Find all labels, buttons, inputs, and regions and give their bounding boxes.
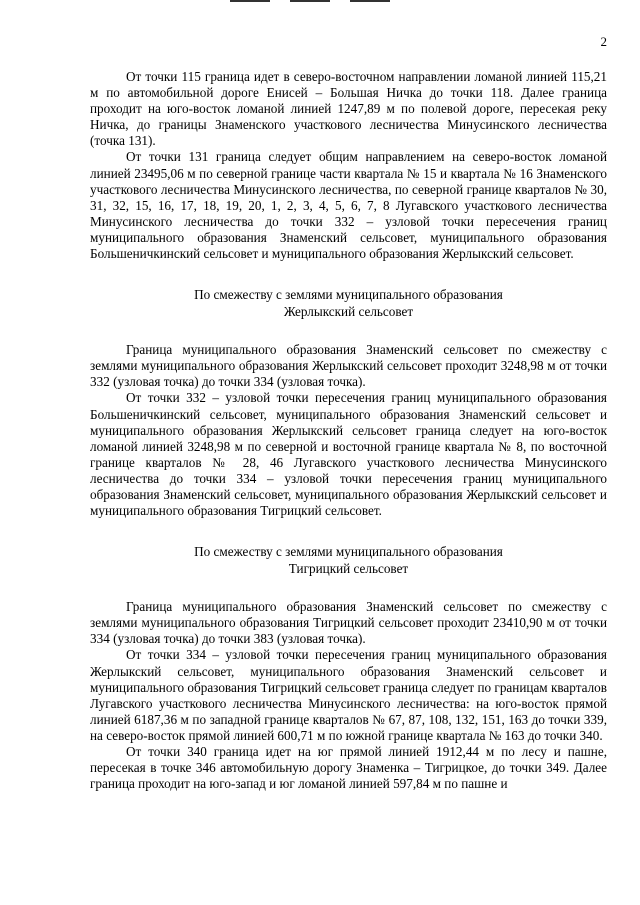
page-number: 2 <box>600 34 607 49</box>
section-heading <box>90 543 607 577</box>
paragraph: Граница муниципального образования Знаменский сельсовет по смежеству с землями муниципального образования Жерлыкский сельсовет проходит 3248,98 м от точки 332 (узловая точка) до точки 334 (узловая точка). <box>90 342 607 390</box>
section-heading-line: Жерлыкский сельсовет <box>283 304 414 320</box>
paragraph: От точки 332 – узловой точки пересечения границ муниципального образования Большеничкинский сельсовет, муниципального образования Знаменский сельсовет и муниципального образования Жерлыкский сельсовет граница следует на юго-восток ломаной линией 3248,98 м по северной и восточной границе квартала № 8, по восточной границе кварталов № 28, 46 Лугавского участкового лесничества Минусинского лесничества до точки 334 – узловой точки пересечения границ муниципального образования Знаменский сельсовет, муниципального образования Жерлыкский сельсовет и муниципального образования Тигрицкий сельсовет. <box>90 390 607 519</box>
paragraph: Граница муниципального образования Знаменский сельсовет по смежеству с землями муниципального образования Тигрицкий сельсовет проходит 23410,90 м от точки 334 (узловая точка) до точки 383 (узловая точка). <box>90 599 607 647</box>
paragraph: От точки 340 граница идет на юг прямой линией 1912,44 м по лесу и пашне, пересекая в точке 346 автомобильную дорогу Знаменка – Тигрицкое, до точки 349. Далее граница проходит на юго-запад и юг ломаной линией 597,84 м по пашне и <box>90 744 607 792</box>
document-body <box>90 69 607 792</box>
paragraph: От точки 115 граница идет в северо-восточном направлении ломаной линией 115,21 м по автомобильной дороге Енисей – Большая Ничка до точки 118. Далее граница проходит на юго-восток ломаной линией 1247,89 м по полевой дороге, пересекая реку Ничка, до границы Знаменского участкового лесничества Минусинского лесничества (точка 131). <box>90 69 607 149</box>
section-heading-line: Тигрицкий сельсовет <box>288 561 409 577</box>
top-rule <box>230 0 410 2</box>
section-heading <box>90 286 607 320</box>
paragraph: От точки 131 граница следует общим направлением на северо-восток ломаной линией 23495,06 м по северной границе части квартала № 15 и квартала № 16 Знаменского участкового лесничества Минусинского лесничества, по северной границе кварталов № 30, 31, 32, 15, 16, 17, 18, 19, 20, 1, 2, 3, 4, 5, 6, 7, 8 Лугавского участкового лесничества Минусинского лесничества до точки 332 – узловой точки пересечения границ муниципального образования Знаменский сельсовет, муниципального образования Большеничкинский сельсовет и муниципального образования Жерлыкский сельсовет. <box>90 149 607 262</box>
section-heading-line: По смежеству с землями муниципального образования <box>194 287 503 303</box>
section-heading-line: По смежеству с землями муниципального образования <box>194 544 503 560</box>
paragraph: От точки 334 – узловой точки пересечения границ муниципального образования Жерлыкский сельсовет, муниципального образования Знаменский сельсовет и муниципального образования Тигрицкий сельсовет граница следует по границам кварталов Лугавского участкового лесничества Минусинского лесничества: на юго-восток прямой линией 6187,36 м по западной границе кварталов № 67, 87, 108, 132, 151, 163 до точки 339, на северо-восток прямой линией 600,71 м по южной границе квартала № 163 до точки 340. <box>90 647 607 743</box>
